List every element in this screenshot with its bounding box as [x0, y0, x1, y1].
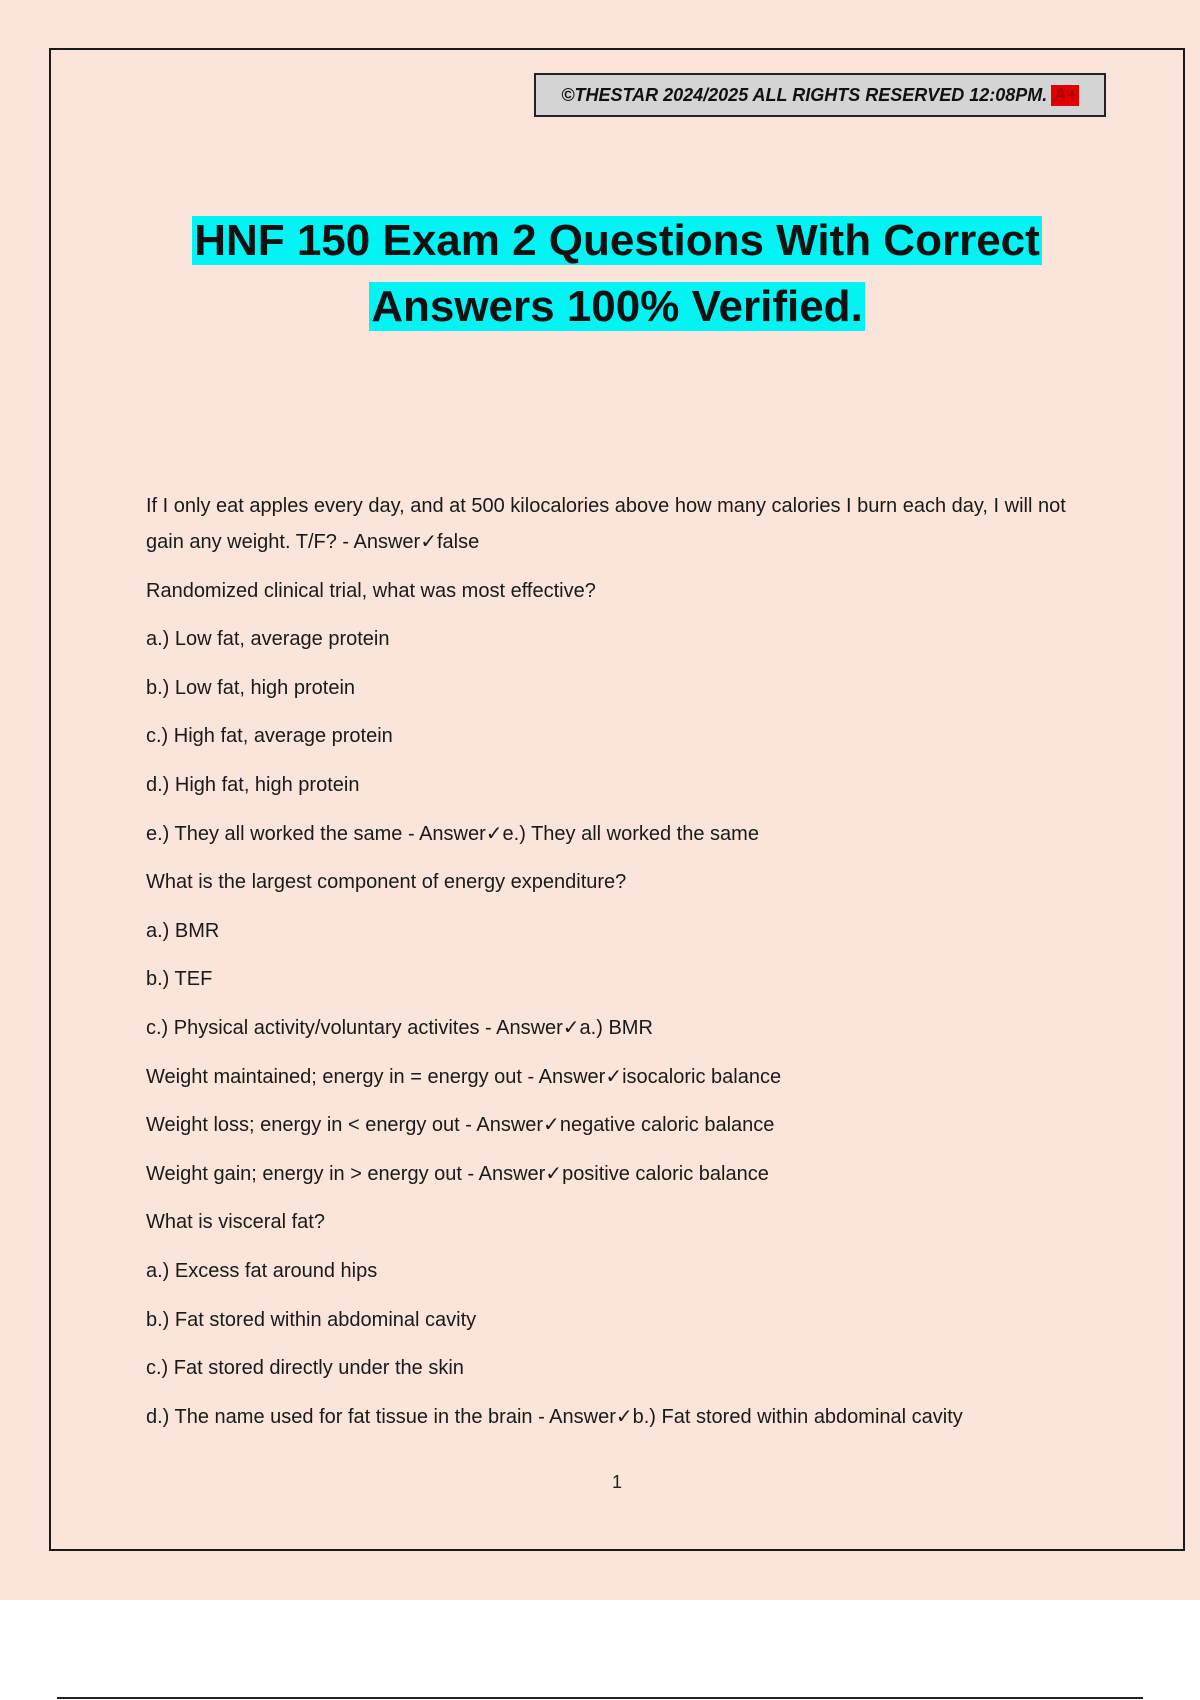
option-line: e.) They all worked the same - Answer✓e.) They all worked the same — [146, 822, 759, 845]
grade-badge: A+ — [1053, 84, 1077, 105]
option-line: b.) Fat stored within abdominal cavity — [146, 1308, 477, 1331]
document-title — [0, 208, 1200, 340]
option-line: a.) BMR — [146, 919, 220, 942]
question-line: Weight loss; energy in < energy out - Answer✓negative caloric balance — [146, 1114, 775, 1137]
option-line: b.) Low fat, high protein — [146, 676, 356, 699]
option-line: a.) Excess fat around hips — [146, 1259, 378, 1282]
question-line: Randomized clinical trial, what was most effective? — [146, 579, 596, 602]
page-number: 1 — [611, 1472, 622, 1492]
title-line-1: HNF 150 Exam 2 Questions With Correct — [194, 216, 1040, 265]
option-line: d.) High fat, high protein — [146, 773, 360, 796]
bottom-divider — [57, 1697, 1143, 1699]
copyright-banner — [534, 73, 1106, 117]
option-line: d.) The name used for fat tissue in the brain - Answer✓b.) Fat stored within abdominal cavity — [146, 1405, 963, 1428]
question-line: Weight gain; energy in > energy out - Answer✓positive caloric balance — [146, 1162, 769, 1185]
option-line: a.) Low fat, average protein — [146, 628, 390, 651]
question-line: If I only eat apples every day, and at 500 kilocalories above how many calories I burn each day, I will not gain any weight. T/F? - Answer✓false — [146, 495, 1066, 553]
option-line: b.) TEF — [146, 968, 213, 991]
question-line: What is visceral fat? — [146, 1211, 325, 1234]
option-line: c.) Physical activity/voluntary activites - Answer✓a.) BMR — [146, 1016, 653, 1039]
option-line: c.) High fat, average protein — [146, 725, 393, 748]
question-line: What is the largest component of energy expenditure? — [146, 871, 627, 894]
question-line: Weight maintained; energy in = energy out - Answer✓isocaloric balance — [146, 1065, 782, 1088]
title-line-2: Answers 100% Verified. — [371, 282, 863, 331]
question-list — [146, 488, 1096, 1447]
option-line: c.) Fat stored directly under the skin — [146, 1357, 464, 1380]
copyright-text: ©THESTAR 2024/2025 ALL RIGHTS RESERVED 12:08PM. — [561, 84, 1048, 105]
